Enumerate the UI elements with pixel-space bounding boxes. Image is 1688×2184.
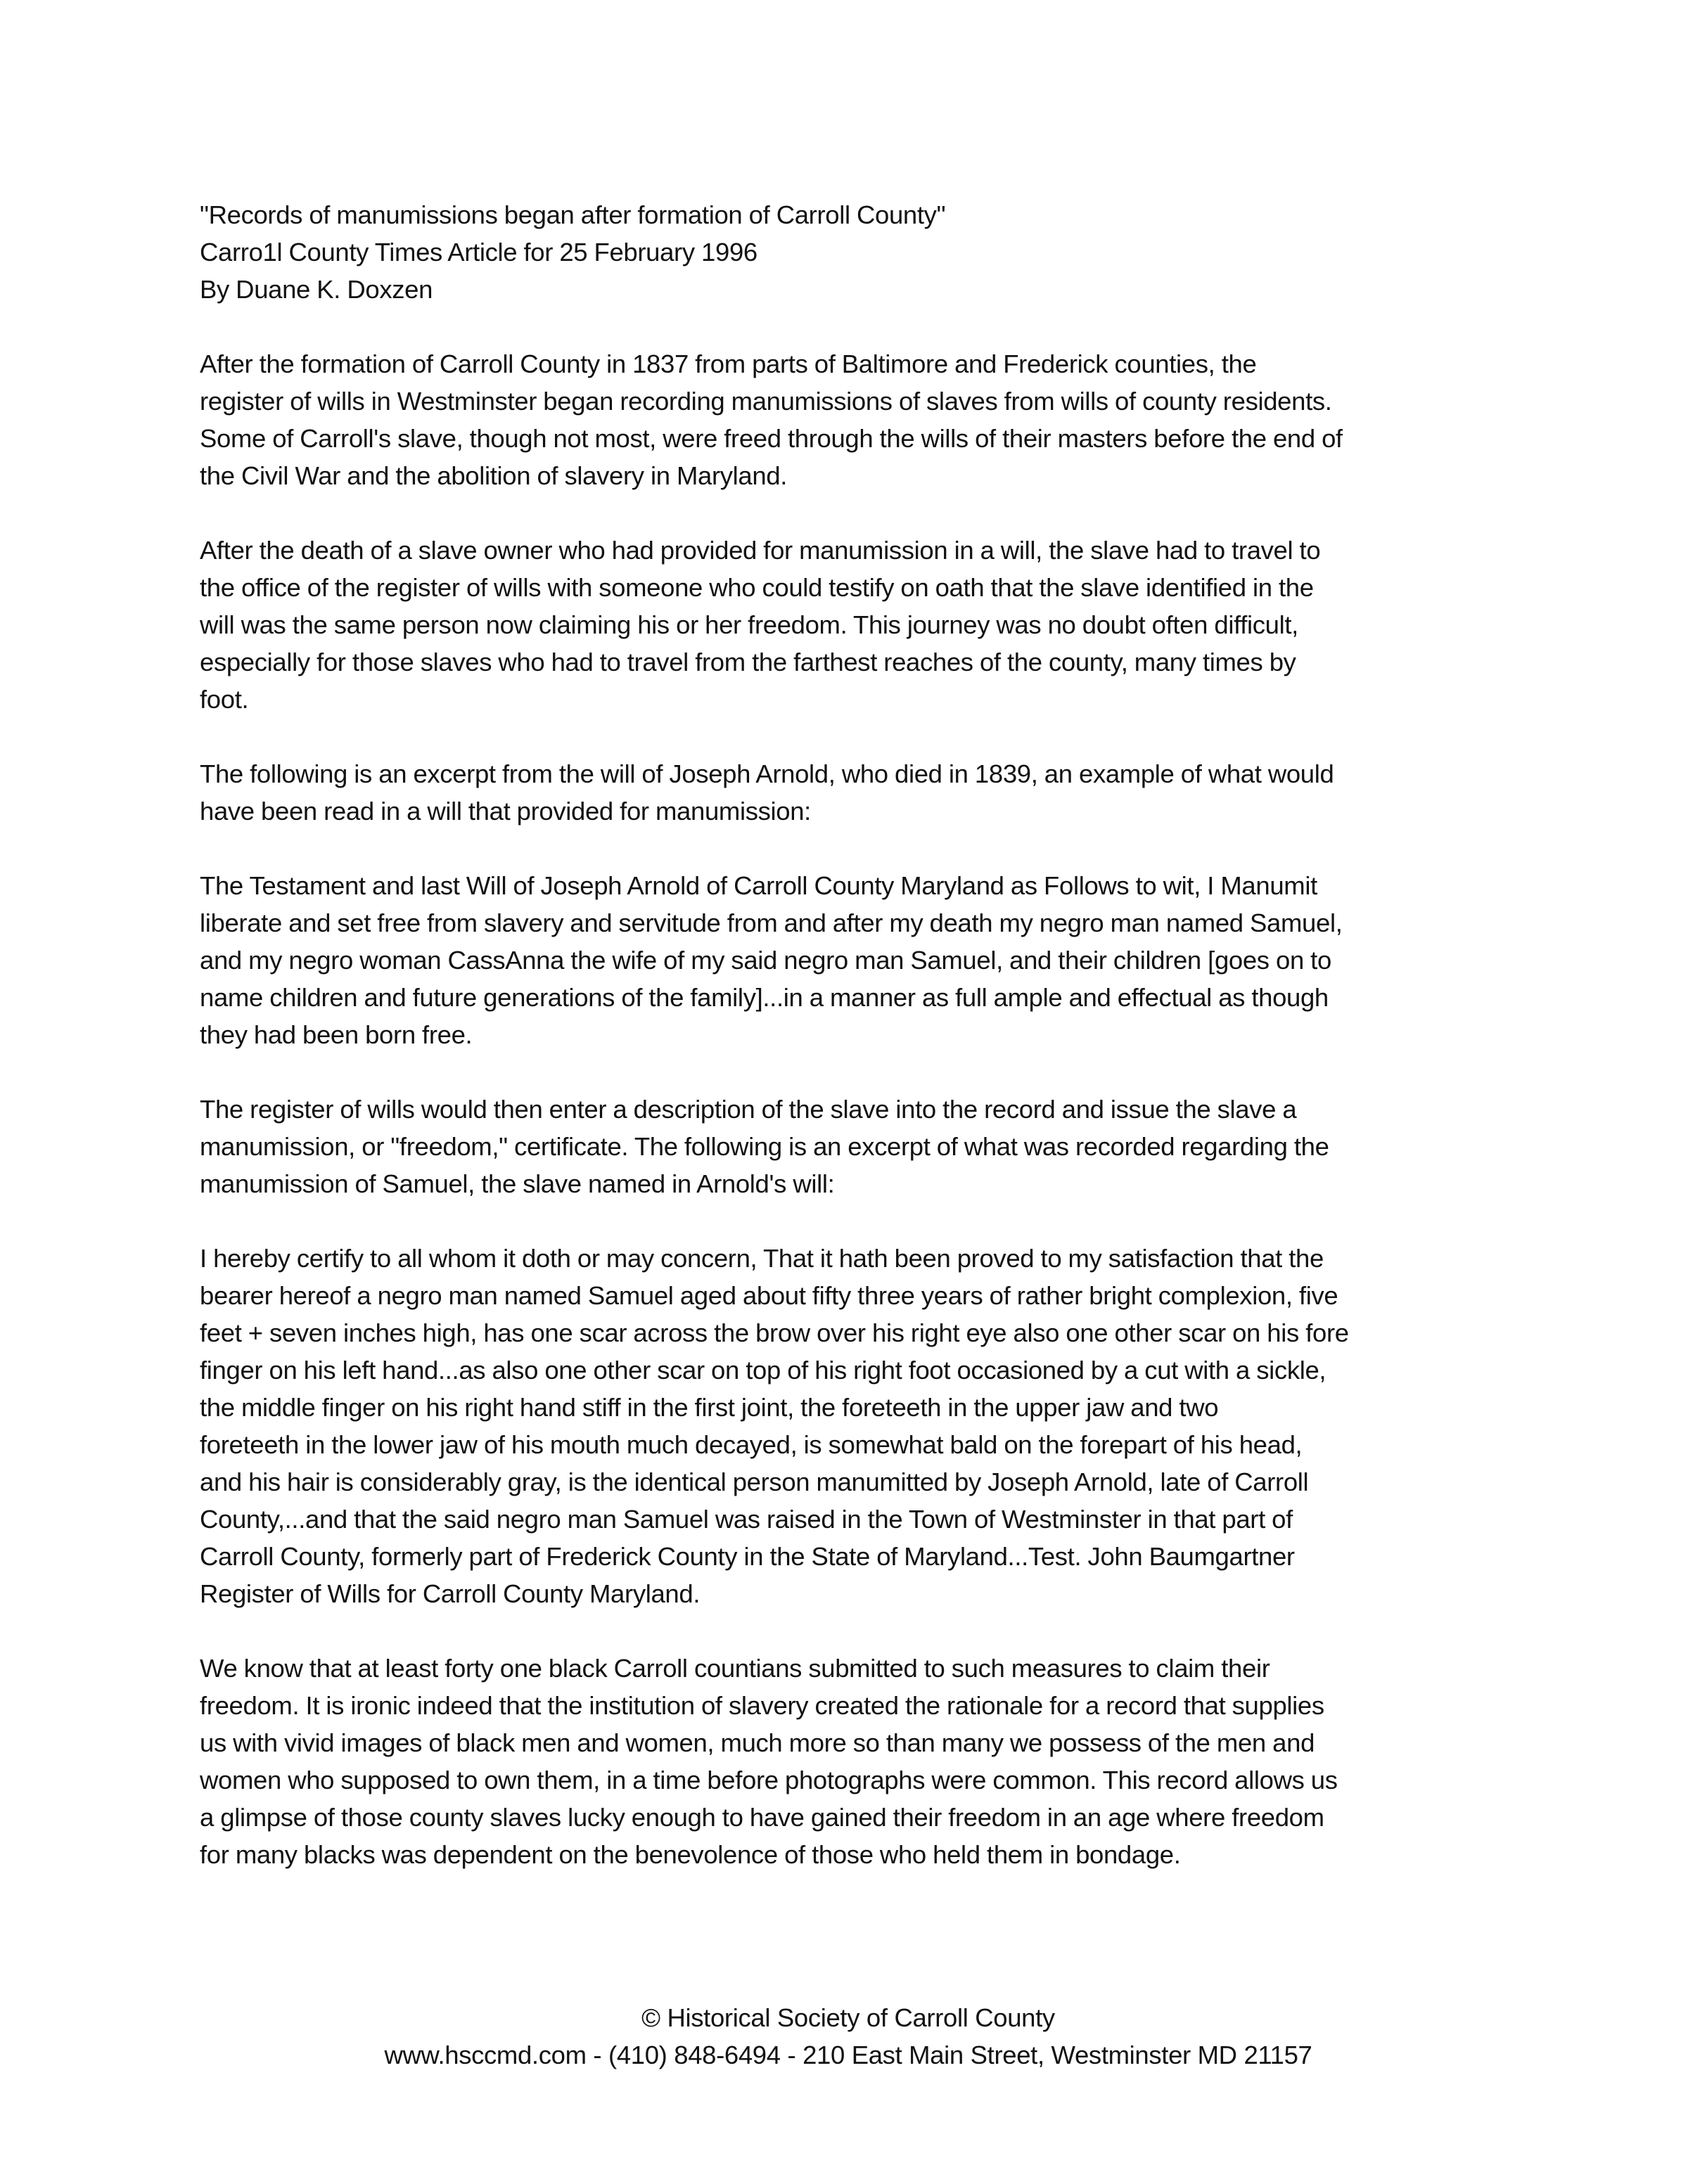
paragraph-line: the middle finger on his right hand stiff in the first joint, the foreteeth in the upper jaw and two bbox=[200, 1393, 1219, 1422]
paragraph-line: foreteeth in the lower jaw of his mouth much decayed, is somewhat bald on the forepart of his head, bbox=[200, 1430, 1303, 1459]
paragraph-line: will was the same person now claiming his or her freedom. This journey was no doubt often difficult, bbox=[200, 610, 1298, 639]
paragraph-line: finger on his left hand...as also one other scar on top of his right foot occasioned by a cut with a sickle, bbox=[200, 1356, 1326, 1385]
paragraph-will-excerpt bbox=[200, 867, 1508, 1053]
paragraph-certificate-excerpt bbox=[200, 1240, 1508, 1612]
article-body bbox=[200, 196, 1508, 1873]
publication-line: Carro1l County Times Article for 25 February 1996 bbox=[200, 238, 757, 266]
paragraph-line: especially for those slaves who had to travel from the farthest reaches of the county, many times by bbox=[200, 648, 1296, 676]
paragraph-line: and his hair is considerably gray, is the identical person manumitted by Joseph Arnold, late of Carroll bbox=[200, 1467, 1309, 1496]
paragraph-formation bbox=[200, 345, 1508, 494]
page-footer bbox=[0, 1999, 1688, 2074]
paragraph-line: for many blacks was dependent on the benevolence of those who held them in bondage. bbox=[200, 1840, 1181, 1869]
paragraph-line: County,...and that the said negro man Samuel was raised in the Town of Westminster in that part of bbox=[200, 1505, 1293, 1534]
paragraph-line: Register of Wills for Carroll County Maryland. bbox=[200, 1579, 701, 1608]
spacer bbox=[200, 830, 1508, 867]
paragraph-line: The register of wills would then enter a description of the slave into the record and issue the slave a bbox=[200, 1095, 1297, 1124]
contact-info: www.hsccmd.com - (410) 848-6494 - 210 East Main Street, Westminster MD 21157 bbox=[384, 2041, 1312, 2069]
paragraph-line: Some of Carroll's slave, though not most, were freed through the wills of their masters before the end of bbox=[200, 424, 1343, 453]
byline: By Duane K. Doxzen bbox=[200, 275, 433, 304]
paragraph-line: foot. bbox=[200, 685, 249, 714]
paragraph-will-intro bbox=[200, 755, 1508, 830]
paragraph-line: the Civil War and the abolition of slavery in Maryland. bbox=[200, 461, 788, 490]
paragraph-line: and my negro woman CassAnna the wife of my said negro man Samuel, and their children [goes on to bbox=[200, 946, 1331, 975]
paragraph-line: liberate and set free from slavery and servitude from and after my death my negro man named Samuel, bbox=[200, 908, 1343, 937]
paragraph-certificate-intro bbox=[200, 1091, 1508, 1202]
paragraph-line: After the death of a slave owner who had provided for manumission in a will, the slave had to travel to bbox=[200, 536, 1321, 565]
paragraph-journey bbox=[200, 532, 1508, 718]
paragraph-line: The following is an excerpt from the will of Joseph Arnold, who died in 1839, an example of what would bbox=[200, 759, 1334, 788]
spacer bbox=[200, 1053, 1508, 1091]
paragraph-line: women who supposed to own them, in a time before photographs were common. This record allows us bbox=[200, 1766, 1338, 1794]
paragraph-line: The Testament and last Will of Joseph Arnold of Carroll County Maryland as Follows to wit, I Manumit bbox=[200, 871, 1317, 900]
paragraph-line: manumission of Samuel, the slave named in Arnold's will: bbox=[200, 1169, 835, 1198]
paragraph-line: After the formation of Carroll County in 1837 from parts of Baltimore and Frederick counties, the bbox=[200, 349, 1257, 378]
paragraph-line: they had been born free. bbox=[200, 1020, 473, 1049]
spacer bbox=[200, 1202, 1508, 1240]
copyright-notice: © Historical Society of Carroll County bbox=[641, 2003, 1055, 2032]
paragraph-line: I hereby certify to all whom it doth or may concern, That it hath been proved to my satisfaction that the bbox=[200, 1244, 1324, 1273]
spacer bbox=[200, 1612, 1508, 1650]
paragraph-line: name children and future generations of the family]...in a manner as full ample and effectual as though bbox=[200, 983, 1329, 1012]
article-title: "Records of manumissions began after formation of Carroll County" bbox=[200, 200, 946, 229]
spacer bbox=[200, 718, 1508, 755]
paragraph-line: freedom. It is ironic indeed that the institution of slavery created the rationale for a record that supplies bbox=[200, 1691, 1324, 1720]
spacer bbox=[200, 494, 1508, 532]
paragraph-line: We know that at least forty one black Carroll countians submitted to such measures to claim their bbox=[200, 1654, 1270, 1683]
paragraph-line: the office of the register of wills with someone who could testify on oath that the slave identified in the bbox=[200, 573, 1314, 602]
spacer bbox=[200, 308, 1508, 345]
paragraph-line: bearer hereof a negro man named Samuel aged about fifty three years of rather bright complexion, five bbox=[200, 1281, 1338, 1310]
paragraph-conclusion bbox=[200, 1650, 1508, 1873]
paragraph-line: feet + seven inches high, has one scar across the brow over his right eye also one other scar on his fore bbox=[200, 1318, 1349, 1347]
paragraph-line: manumission, or "freedom," certificate. The following is an excerpt of what was recorded regarding the bbox=[200, 1132, 1329, 1161]
paragraph-line: a glimpse of those county slaves lucky enough to have gained their freedom in an age where freedom bbox=[200, 1803, 1324, 1832]
paragraph-line: have been read in a will that provided for manumission: bbox=[200, 797, 811, 826]
paragraph-line: us with vivid images of black men and women, much more so than many we possess of the men and bbox=[200, 1728, 1315, 1757]
paragraph-line: register of wills in Westminster began recording manumissions of slaves from wills of county residents. bbox=[200, 387, 1332, 416]
paragraph-line: Carroll County, formerly part of Frederick County in the State of Maryland...Test. John Baumgartner bbox=[200, 1542, 1295, 1571]
